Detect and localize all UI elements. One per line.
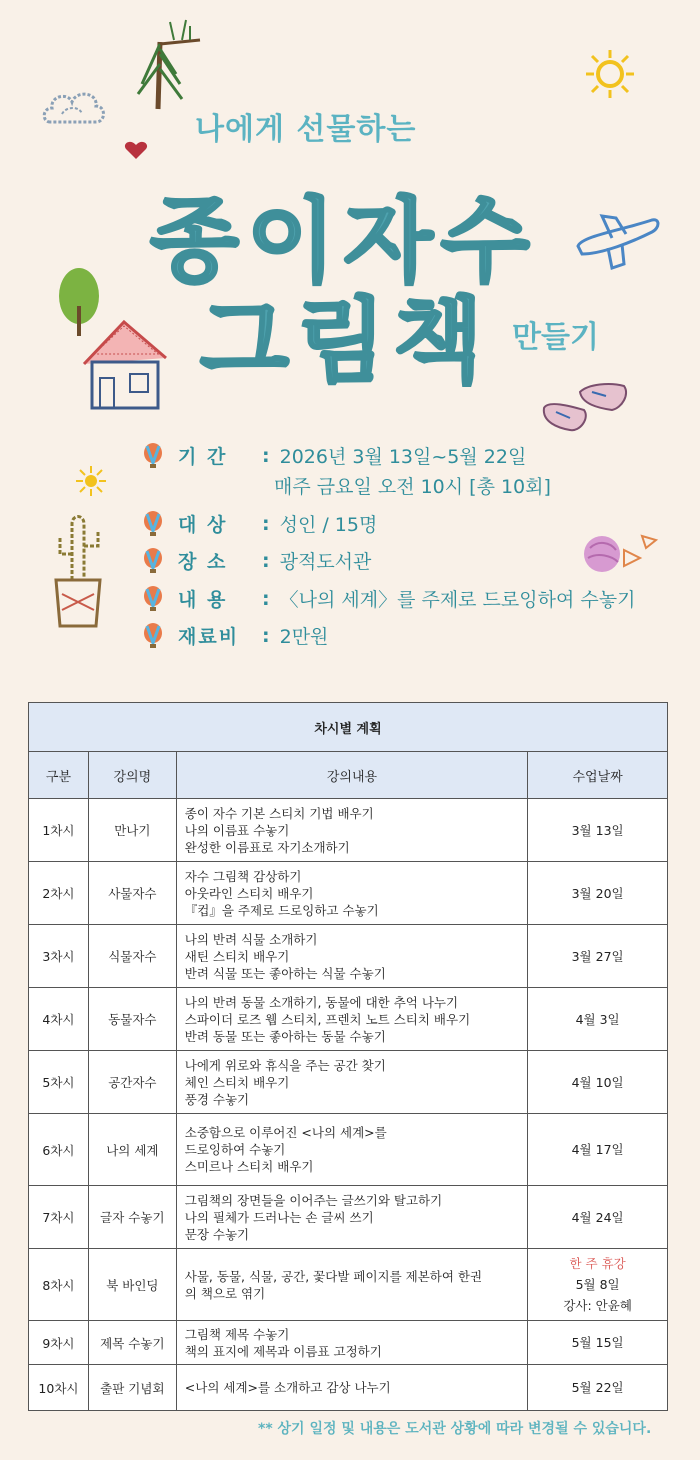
schedule-table: [28, 702, 668, 1411]
sun-icon: [74, 464, 108, 498]
date-line: 3월 20일: [571, 885, 624, 901]
date-cell: [528, 799, 668, 862]
content-line: 사물, 동물, 식물, 공간, 꽃다발 페이지를 제본하여 한권: [184, 1268, 483, 1284]
poster-title-line2: 그림책: [200, 288, 491, 395]
info-value: 성인 / 15명: [279, 514, 378, 536]
date-line: 4월 17일: [571, 1142, 624, 1157]
cactus-icon: [46, 510, 110, 630]
table-body: [29, 799, 668, 1411]
info-fee: [142, 622, 328, 649]
lecture-content-cell: [176, 988, 527, 1051]
balloon-icon: [142, 548, 164, 574]
lecture-content-cell: [176, 1249, 527, 1321]
content-line: 완성한 이름표로 자기소개하기: [184, 839, 350, 855]
table-row: [29, 1249, 668, 1321]
content-line: 스파이더 로즈 웹 스티치, 프렌치 노트 스티치 배우기: [184, 1011, 471, 1027]
cloud-icon: [40, 84, 110, 134]
column-header: 강의내용: [176, 752, 527, 799]
session-cell: 6차시: [29, 1114, 89, 1186]
session-cell: 5차시: [29, 1051, 89, 1114]
session-cell: 1차시: [29, 799, 89, 862]
info-period-sub: 매주 금요일 오전 10시 [총 10회]: [274, 476, 551, 498]
date-line: 강사: 안윤혜: [563, 1298, 632, 1313]
column-header: 구분: [29, 752, 89, 799]
info-colon: :: [262, 549, 270, 572]
lecture-name-cell: 글자 수놓기: [88, 1186, 176, 1249]
balloon-icon: [142, 511, 164, 537]
content-line: 그림책 제목 수놓기: [184, 1326, 290, 1342]
info-target: [142, 510, 377, 537]
info-label: 대 상: [178, 514, 228, 536]
table-row: [29, 1114, 668, 1186]
date-line: 3월 13일: [571, 822, 624, 838]
content-line: 의 책으로 엮기: [184, 1285, 266, 1301]
balloon-icon: [142, 586, 164, 612]
content-line: 나의 필체가 드러나는 손 글씨 쓰기: [184, 1209, 374, 1225]
heart-icon: [124, 140, 148, 160]
lecture-content-cell: [176, 1186, 527, 1249]
date-cell: [528, 1051, 668, 1114]
info-colon: :: [262, 587, 270, 610]
info-value: 2026년 3월 13일~5월 22일: [279, 446, 527, 468]
info-label: 장 소: [178, 551, 228, 573]
date-cell: [528, 1321, 668, 1365]
content-line: 『컵』을 주제로 드로잉하고 수놓기: [184, 902, 379, 918]
table-row: [29, 1321, 668, 1365]
session-cell: 4차시: [29, 988, 89, 1051]
content-line: 아웃라인 스티치 배우기: [184, 885, 314, 901]
info-place: [142, 547, 371, 574]
content-line: 나의 반려 식물 소개하기: [184, 931, 318, 947]
balloon-icon: [142, 623, 164, 649]
table-row: [29, 1051, 668, 1114]
date-cell: [528, 862, 668, 925]
content-line: 새틴 스티치 배우기: [184, 948, 290, 964]
info-colon: :: [262, 624, 270, 647]
balloon-icon: [142, 443, 164, 469]
table-row: [29, 1365, 668, 1411]
session-cell: 3차시: [29, 925, 89, 988]
lecture-name-cell: 식물자수: [88, 925, 176, 988]
date-cell: [528, 925, 668, 988]
info-colon: :: [262, 512, 270, 535]
lecture-name-cell: 북 바인딩: [88, 1249, 176, 1321]
info-value: 〈나의 세계〉를 주제로 드로잉하여 수놓기: [279, 589, 636, 611]
lecture-name-cell: 나의 세계: [88, 1114, 176, 1186]
lecture-content-cell: [176, 925, 527, 988]
lecture-name-cell: 동물자수: [88, 988, 176, 1051]
date-cell: [528, 1249, 668, 1321]
column-header: 수업날짜: [528, 752, 668, 799]
session-cell: 7차시: [29, 1186, 89, 1249]
content-line: 나에게 위로와 휴식을 주는 공간 찾기: [184, 1057, 386, 1073]
content-line: 나의 이름표 수놓기: [184, 822, 290, 838]
lecture-name-cell: 출판 기념회: [88, 1365, 176, 1411]
lecture-content-cell: [176, 1365, 527, 1411]
date-line: 4월 10일: [571, 1074, 624, 1090]
lecture-content-cell: [176, 1114, 527, 1186]
shoes-icon: [540, 378, 630, 444]
table-row: [29, 925, 668, 988]
poster-subtitle: 나에게 선물하는: [195, 112, 417, 147]
session-cell: 2차시: [29, 862, 89, 925]
poster-header: [0, 0, 700, 690]
lecture-content-cell: [176, 1321, 527, 1365]
content-line: 자수 그림책 감상하기: [184, 868, 302, 884]
sun-icon: [580, 46, 640, 101]
info-label: 내 용: [178, 589, 228, 611]
content-line: 종이 자수 기본 스티치 기법 배우기: [184, 805, 374, 821]
info-period: [142, 442, 526, 469]
yarn-icon: [580, 530, 660, 578]
info-content: [142, 585, 635, 612]
info-value: 2만원: [279, 626, 329, 648]
session-cell: 8차시: [29, 1249, 89, 1321]
date-line: 4월 24일: [571, 1209, 624, 1225]
column-header: 강의명: [88, 752, 176, 799]
table-row: [29, 862, 668, 925]
poster-title-line1: 종이자수: [150, 188, 538, 295]
date-cell: [528, 988, 668, 1051]
session-cell: 10차시: [29, 1365, 89, 1411]
date-line: 4월 3일: [575, 1011, 620, 1027]
date-cell: [528, 1114, 668, 1186]
lecture-name-cell: 공간자수: [88, 1051, 176, 1114]
date-line: 5월 15일: [571, 1335, 624, 1350]
content-line: 나의 반려 동물 소개하기, 동물에 대한 추억 나누기: [184, 994, 459, 1010]
date-line: 5월 22일: [571, 1380, 624, 1395]
content-line: <나의 세계>를 소개하고 감상 나누기: [184, 1380, 391, 1395]
table-row: [29, 1186, 668, 1249]
content-line: 풍경 수놓기: [184, 1091, 250, 1107]
footnote: ** 상기 일정 및 내용은 도서관 상황에 따라 변경될 수 있습니다.: [258, 1421, 652, 1437]
info-label: 재료비: [178, 626, 240, 648]
lecture-content-cell: [176, 862, 527, 925]
table-row: [29, 799, 668, 862]
content-line: 스미르나 스티치 배우기: [184, 1159, 314, 1174]
content-line: 소중함으로 이루어진 <나의 세계>를: [184, 1125, 387, 1140]
lecture-name-cell: 제목 수놓기: [88, 1321, 176, 1365]
info-value: 광적도서관: [279, 551, 372, 573]
content-line: 그림책의 장면들을 이어주는 글쓰기와 탈고하기: [184, 1192, 443, 1208]
session-cell: 9차시: [29, 1321, 89, 1365]
poster-title-suffix: 만들기: [512, 320, 599, 355]
date-line: 3월 27일: [571, 948, 624, 964]
house-icon: [80, 314, 170, 414]
lecture-name-cell: 사물자수: [88, 862, 176, 925]
content-line: 책의 표지에 제목과 이름표 고정하기: [184, 1343, 382, 1359]
content-line: 체인 스티치 배우기: [184, 1074, 290, 1090]
content-line: 반려 식물 또는 좋아하는 식물 수놓기: [184, 965, 386, 981]
airplane-icon: [572, 206, 662, 276]
lecture-content-cell: [176, 1051, 527, 1114]
table-header: [29, 752, 668, 799]
info-colon: :: [262, 444, 270, 467]
content-line: 드로잉하여 수놓기: [184, 1142, 286, 1157]
date-cell: [528, 1186, 668, 1249]
date-cell: [528, 1365, 668, 1411]
tree-icon: [130, 14, 205, 114]
info-label: 기 간: [178, 446, 228, 468]
table-row: [29, 988, 668, 1051]
content-line: 문장 수놓기: [184, 1226, 250, 1242]
date-line: 5월 8일: [575, 1277, 620, 1292]
lecture-content-cell: [176, 799, 527, 862]
date-line: 한 주 휴강: [569, 1256, 626, 1271]
table-caption: 차시별 계획: [29, 703, 668, 752]
content-line: 반려 동물 또는 좋아하는 동물 수놓기: [184, 1028, 386, 1044]
lecture-name-cell: 만나기: [88, 799, 176, 862]
